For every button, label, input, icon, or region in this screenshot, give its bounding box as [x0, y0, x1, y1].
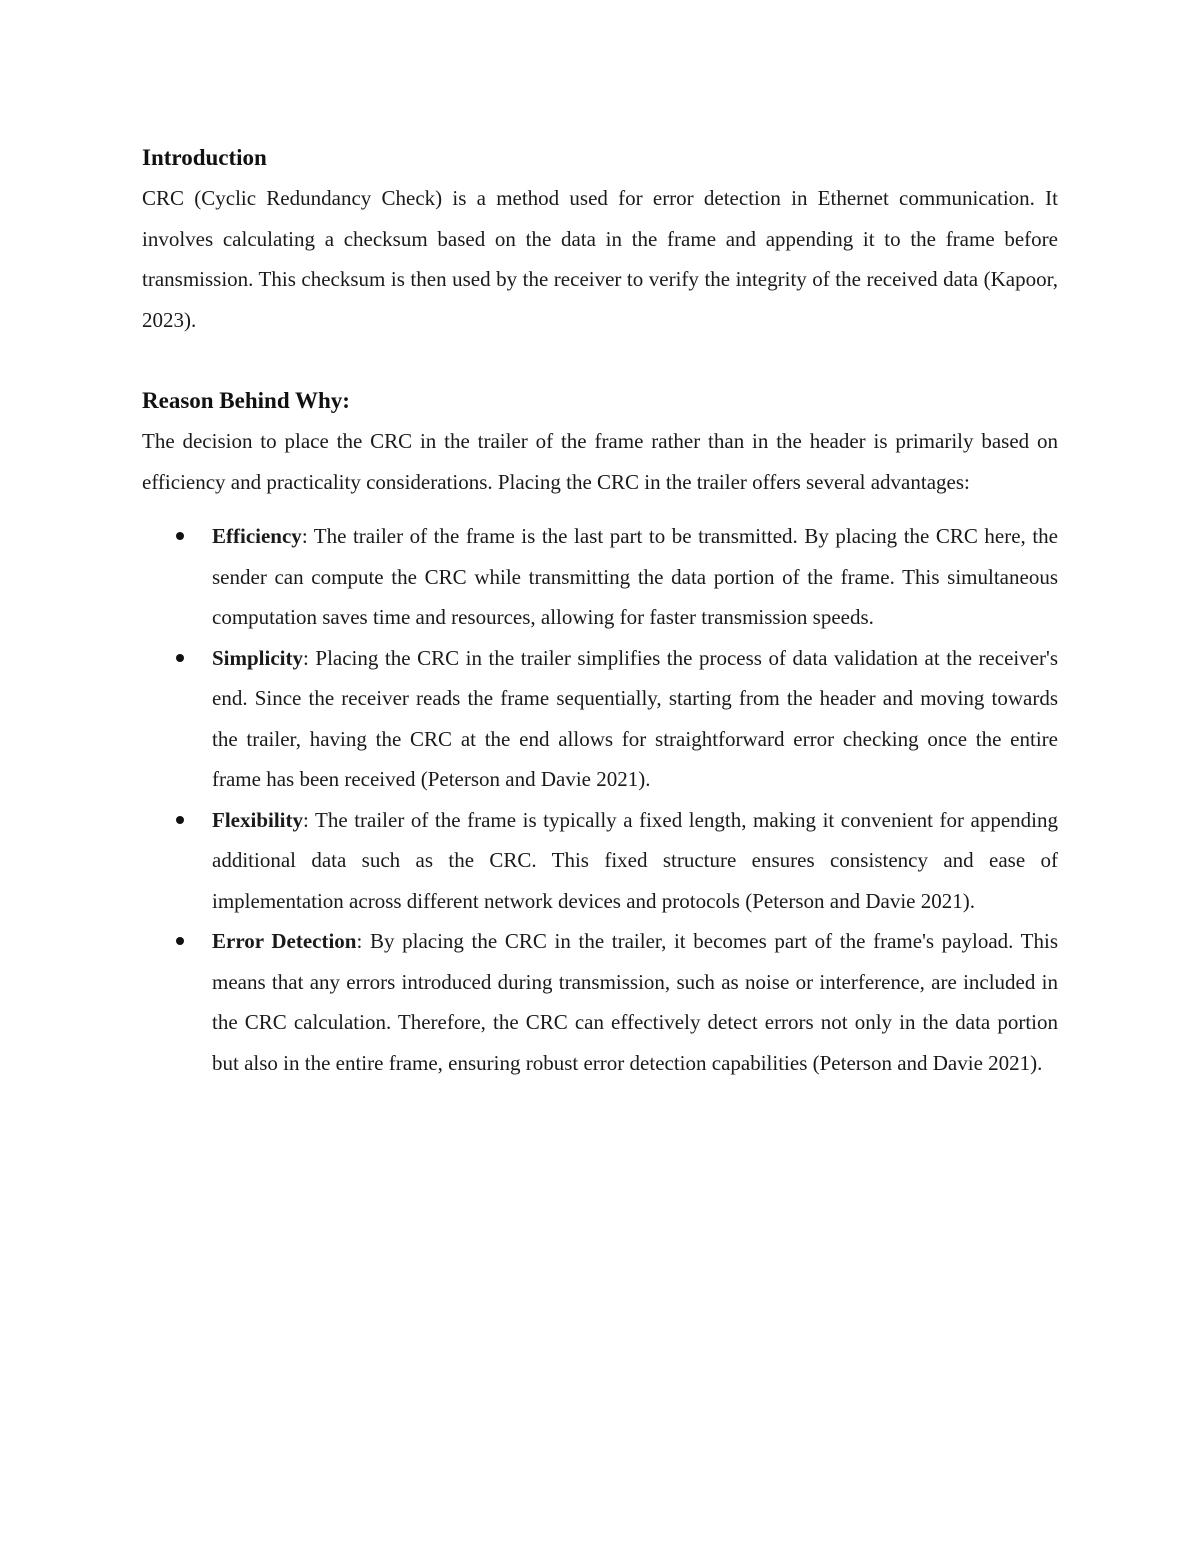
bullet-text: : The trailer of the frame is the last part to be transmitted. By placing the CRC here, the sender can compute the CRC while transmitting the data portion of the frame. This simultaneous computation saves time and resources, allowing for faster transmission speeds.: [212, 524, 1058, 629]
bullet-term: Efficiency: [212, 524, 302, 548]
reason-paragraph: The decision to place the CRC in the trailer of the frame rather than in the header is primarily based on efficiency and practicality considerations. Placing the CRC in the trailer offers several advantages:: [142, 429, 1058, 494]
list-item-flexibility: [142, 800, 1058, 922]
advantages-list: [142, 516, 1058, 1083]
bullet-text: : Placing the CRC in the trailer simplifies the process of data validation at the receiver's end. Since the receiver reads the frame sequentially, starting from the header and moving towards the trailer, having the CRC at the end allows for straightforward error checking once the entire frame has been received (Peterson and Davie 2021).: [212, 645, 1058, 791]
list-item-efficiency: [142, 516, 1058, 638]
bullet-text: : The trailer of the frame is typically a fixed length, making it convenient for appending additional data such as the CRC. This fixed structure ensures consistency and ease of implementation across different network devices and protocols (Peterson and Davie 2021).: [212, 807, 1058, 913]
bullet-term: Simplicity: [212, 645, 304, 670]
bullet-term: Error Detection: [212, 929, 357, 953]
bullet-icon: [176, 937, 184, 945]
bullet-text: : By placing the CRC in the trailer, it becomes part of the frame's payload. This means that any errors introduced during transmission, such as noise or interference, are included in the CRC calculation. Therefore, the CRC can effectively detect errors not only in the data portion but also in the entire frame, ensuring robust error detection capabilities (Peterson and Davie 2021).: [212, 929, 1058, 1075]
bullet-term: Flexibility: [212, 807, 303, 832]
document-content: [142, 138, 1058, 1083]
reason-heading: Reason Behind Why:: [142, 388, 350, 413]
section-spacer: [142, 340, 1058, 381]
bullet-icon: [176, 816, 184, 824]
introduction-heading: Introduction: [142, 145, 267, 170]
list-item-error-detection: [142, 921, 1058, 1083]
list-item-simplicity: [142, 638, 1058, 800]
bullet-icon: [176, 532, 184, 540]
bullet-icon: [176, 654, 184, 662]
introduction-paragraph: CRC (Cyclic Redundancy Check) is a method used for error detection in Ethernet communication. It involves calculating a checksum based on the data in the frame and appending it to the frame before transmission. This checksum is then used by the receiver to verify the integrity of the received data (Kapoor, 2023).: [142, 186, 1058, 332]
